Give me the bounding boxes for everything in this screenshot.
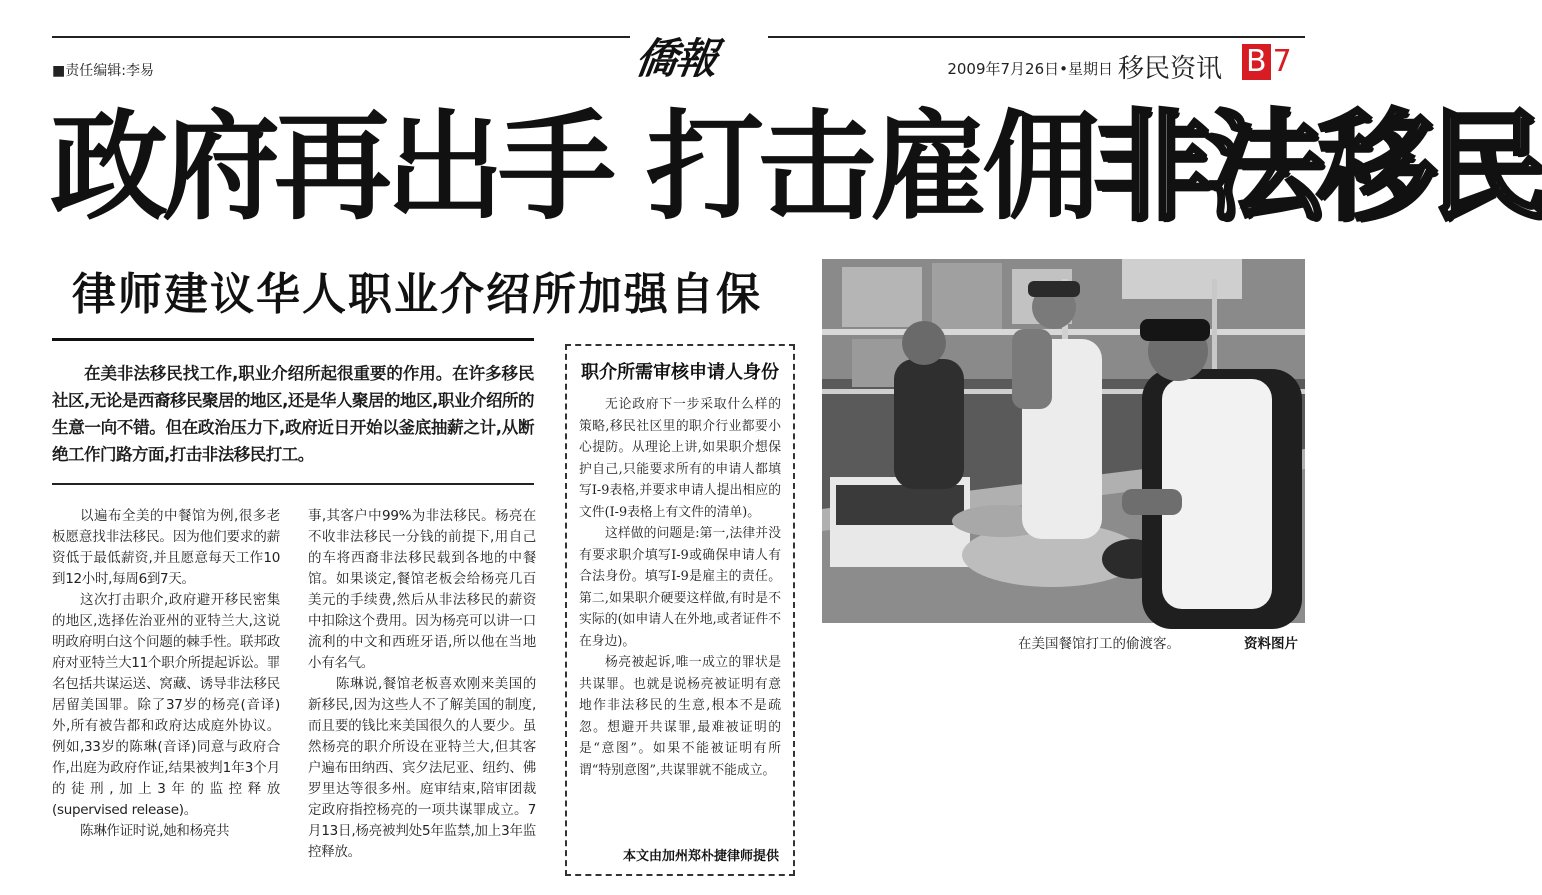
issue-date: 2009年7月26日•星期日	[947, 60, 1113, 78]
headline-part-1: 政府再出手	[50, 98, 611, 236]
headline-part-2: 打击雇佣	[646, 98, 1095, 236]
lead-paragraph: 在美非法移民找工作,职业介绍所起很重要的作用。在许多移民社区,无论是西裔移民聚居的地区,还是华人聚居的地区,职业介绍所的生意一向不错。但在政治压力下,政府近日开始以釜底抽薪之计,从断绝工作门路方面,打击非法移民打工。	[52, 364, 534, 464]
body-paragraph: 陈琳说,餐馆老板喜欢刚来美国的新移民,因为这些人不了解美国的制度,而且要的钱比来美国很久的人要少。虽然杨亮的职介所设在亚特兰大,但其客户遍布田纳西、宾夕法尼亚、纽约、佛罗里达等很多州。庭审结束,陪审团裁定政府指控杨亮的一项共谋罪成立。7月13日,杨亮被判处5年监禁,加上3年监控释放。	[308, 676, 536, 860]
sidebar-body	[579, 394, 781, 781]
newspaper-logo	[632, 26, 760, 98]
photo-caption: 在美国餐馆打工的偷渡客。	[1018, 636, 1180, 652]
body-paragraph: 以遍布全美的中餐馆为例,很多老板愿意找非法移民。因为他们要求的薪资低于最低薪资,并且愿意每天工作10到12小时,每周6到7天。	[52, 508, 280, 587]
sidebar-credit: 本文由加州郑朴捷律师提供	[622, 849, 779, 864]
sidebar-title: 职介所需审核申请人身份	[581, 362, 779, 383]
sidebar-paragraph: 无论政府下一步采取什么样的策略,移民社区里的职介行业都要小心提防。从理论上讲,如果职介想保护自己,只能要求所有的申请人都填写I-9表格,并要求申请人提出相应的文件(I-9表格上有文件的清单)。	[579, 397, 781, 520]
lead-rule	[52, 483, 534, 485]
body-paragraph: 陈琳作证时说,她和杨亮共	[80, 823, 230, 839]
masthead-rule-left	[52, 36, 630, 38]
kitchen-photo	[822, 259, 1305, 623]
subhead-rule	[52, 338, 534, 341]
body-paragraph: 事,其客户中99%为非法移民。杨亮在不收非法移民一分钱的前提下,用自己的车将西裔非法移民载到各地的中餐馆。如果谈定,餐馆老板会给杨亮几百美元的手续费,然后从非法移民的薪资中扣除这个费用。因为杨亮可以讲一口流利的中文和西班牙语,所以他在当地小有名气。	[308, 508, 536, 671]
kitchen-photo-illustration	[822, 259, 1305, 623]
headline	[50, 92, 1542, 242]
section-name: 移民资讯	[1118, 54, 1223, 84]
photo-credit: 资料图片	[1244, 636, 1298, 652]
logo-text: 僑報	[632, 34, 720, 83]
page-letter: B	[1242, 44, 1271, 80]
sidebar-paragraph: 杨亮被起诉,唯一成立的罪状是共谋罪。也就是说杨亮被证明有意地作非法移民的生意,根本不是疏忽。想避开共谋罪,最难被证明的是“意图”。如果不能被证明有所谓“特别意图”,共谋罪就不能成立。	[579, 655, 781, 778]
editor-credit: ■责任编辑:李易	[52, 63, 154, 79]
body-column-2	[308, 506, 536, 863]
body-column-1	[52, 506, 280, 842]
page-number: 7	[1272, 44, 1292, 79]
sidebar-paragraph: 这样做的问题是:第一,法律并没有要求职介填写I-9或确保申请人有合法身份。填写I-9是雇主的责任。第二,如果职介硬要这样做,有时是不实际的(如申请人在外地,或者证件不在身边)。	[579, 526, 781, 649]
subhead: 律师建议华人职业介绍所加强自保	[72, 269, 762, 320]
masthead-rule-right	[768, 36, 1305, 38]
sidebar-box	[565, 344, 795, 876]
page-number-badge	[1242, 44, 1292, 80]
body-paragraph: 这次打击职介,政府避开移民密集的地区,选择佐治亚州的亚特兰大,这说明政府明白这个问题的棘手性。联邦政府对亚特兰大11个职介所提起诉讼。罪名包括共谋运送、窝藏、诱导非法移民居留美国罪。除了37岁的杨亮(音译)外,所有被告都和政府达成庭外协议。例如,33岁的陈琳(音译)同意与政府合作,出庭为政府作证,结果被判1年3个月的徒刑,加上3年的监控释放(supervised release)。	[52, 592, 280, 818]
headline-part-3: 非法移民	[1094, 98, 1542, 236]
